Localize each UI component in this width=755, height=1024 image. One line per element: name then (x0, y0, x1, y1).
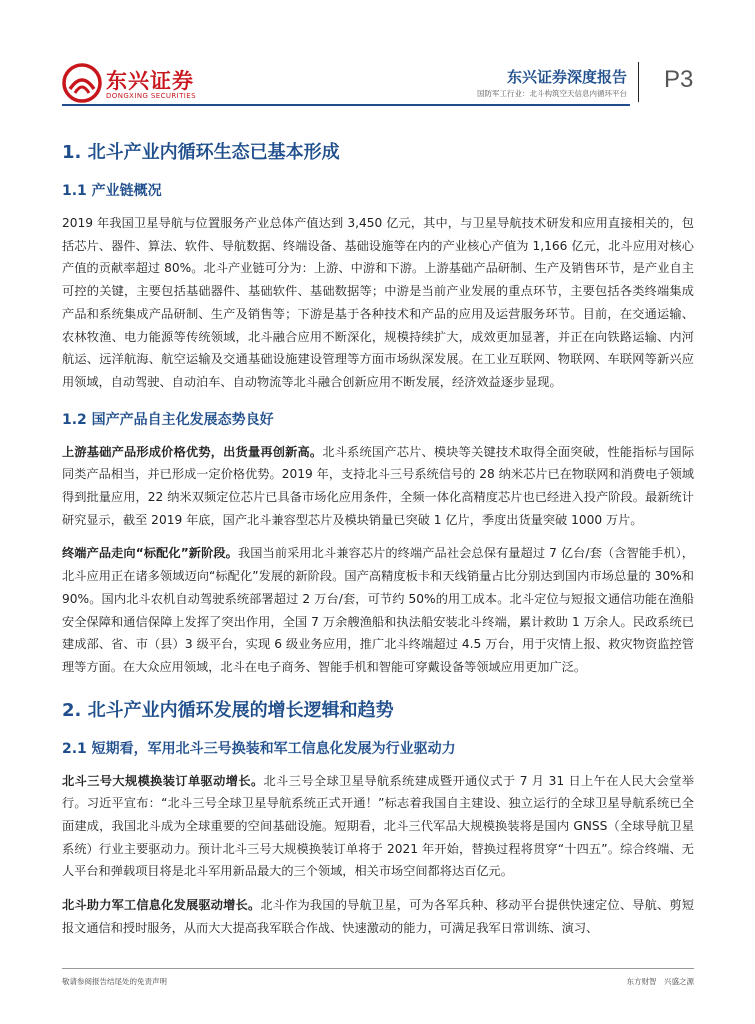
disclaimer-note: 敬请参阅报告结尾处的免责声明 (62, 977, 167, 986)
section-heading: 1. 北斗产业内循环生态已基本形成 (62, 142, 340, 163)
paragraph-lead: 北斗助力军工信息化发展驱动增长。 (62, 898, 261, 913)
paragraph (62, 894, 694, 939)
paragraph-text: 我国当前采用北斗兼容芯片的终端产品社会总保有量超过 7 亿台/套（含智能手机），北斗应用正在诸多领域迈向“标配化”发展的新阶段。国产高精度板卡和天线销量占比分别达到国内市场总量的 30%和 90%。国内北斗农机自动驾驶系统部署超过 2 万台/套，可节约 50%的用工成本。北斗定位与短报文通信功能在渔船安全保障和通信保障上发挥了突出作用，全国 7 万余艘渔船和执法船安装北斗终端，累计救助 1 万余人。民政系统已建成部、省、市（县）3 级平台，实现 6 级业务应用，推广北斗终端超过 4.5 万台，用于灾情上报、救灾物资监控管理等方面。在大众应用领域，北斗在电子商务、智能手机和智能可穿戴设备等领域应用更加广泛。 (62, 546, 694, 674)
report-title: 东兴证券深度报告 (506, 68, 627, 86)
footer-slogan: 东方财智 兴盛之源 (626, 977, 694, 986)
header-divider (638, 62, 639, 102)
footer-rule (62, 968, 694, 969)
report-subtitle: 国防军工行业：北斗构筑空天信息内循环平台 (477, 89, 627, 98)
paragraph (62, 770, 694, 884)
page-number: P3 (664, 66, 694, 93)
paragraph (62, 542, 694, 678)
company-logo (62, 63, 212, 105)
section-heading: 2. 北斗产业内循环发展的增长逻辑和趋势 (62, 699, 394, 721)
subsection-heading: 1.2 国产产品自主化发展态势良好 (62, 411, 274, 428)
logo-text-en: DONGXING SECURITIES (106, 92, 196, 100)
logo-text-cn: 东兴证券 (106, 69, 194, 93)
paragraph-text: 北斗三号全球卫星导航系统建成暨开通仪式于 7 月 31 日上午在人民大会堂举行。习近平宣布：“北斗三号全球卫星导航系统正式开通！”标志着我国自主建设、独立运行的全球卫星导航系统已全面建成，我国北斗成为全球重要的空间基础设施。短期看，北斗三代军品大规模换装将是国内 GNSS（全球导航卫星系统）行业主要驱动力。预计北斗三号大规模换装订单将于 2021 年开始，替换过程将贯穿“十四五”。综合终端、无人平台和弹载项目将是北斗军用新品最大的三个领域，相关市场空间都将达百亿元。 (62, 773, 695, 879)
paragraph (62, 212, 694, 394)
header-rule (62, 104, 630, 106)
paragraph-lead: 北斗三号大规模换装订单驱动增长。 (62, 773, 264, 788)
subsection-heading: 2.1 短期看，军用北斗三号换装和军工信息化发展为行业驱动力 (62, 740, 456, 757)
paragraph-lead: 上游基础产品形成价格优势，出货量再创新高。 (62, 444, 323, 459)
paragraph-text: 北斗作为我国的导航卫星，可为各军兵种、移动平台提供快速定位、导航、剪短报文通信和授时服务，从而大大提高我军联合作战、快速激动的能力，可满足我军日常训练、演习、 (62, 898, 695, 935)
paragraph (62, 441, 694, 532)
paragraph-lead: 终端产品走向“标配化”新阶段。 (62, 546, 238, 561)
report-body (62, 140, 694, 951)
paragraph-text: 北斗系统国产芯片、模块等关键技术取得全面突破，性能指标与国际同类产品相当，并已形成一定价格优势。2019 年，支持北斗三号系统信号的 28 纳米芯片已在物联网和消费电子领域得到批量应用，22 纳米双频定位芯片已具备市场化应用条件，全频一体化高精度芯片也已经进入投产阶段。最新统计研究显示，截至 2019 年底，国产北斗兼容型芯片及模块销量已突破 1 亿片，季度出货量突破 1000 万片。 (62, 444, 695, 527)
dongxing-logo-icon (62, 63, 102, 103)
paragraph-text: 2019 年我国卫星导航与位置服务产业总体产值达到 3,450 亿元，其中，与卫星导航技术研发和应用直接相关的，包括芯片、器件、算法、软件、导航数据、终端设备、基础设施等在内的产业核心产值为 1,166 亿元，北斗应用对核心产值的贡献率超过 80%。北斗产业链可分为：上游、中游和下游。上游基础产品研制、生产及销售环节，是产业自主可控的关键，主要包括基础器件、基础软件、基础数据等；中游是当前产业发展的重点环节，主要包括各类终端集成产品和系统集成产品研制、生产及销售等；下游是基于各种技术和产品的应用及运营服务环节。目前，在交通运输、农林牧渔、电力能源等传统领域，北斗融合应用不断深化，规模持续扩大，成效更加显著，并正在向铁路运输、内河航运、远洋航海、航空运输及交通基础设施建设管理等方面市场纵深发展。在工业互联网、物联网、车联网等新兴应用领域，自动驾驶、自动泊车、自动物流等北斗融合创新应用不断发展，经济效益逐步显现。 (62, 216, 694, 389)
subsection-heading: 1.1 产业链概况 (62, 183, 162, 199)
